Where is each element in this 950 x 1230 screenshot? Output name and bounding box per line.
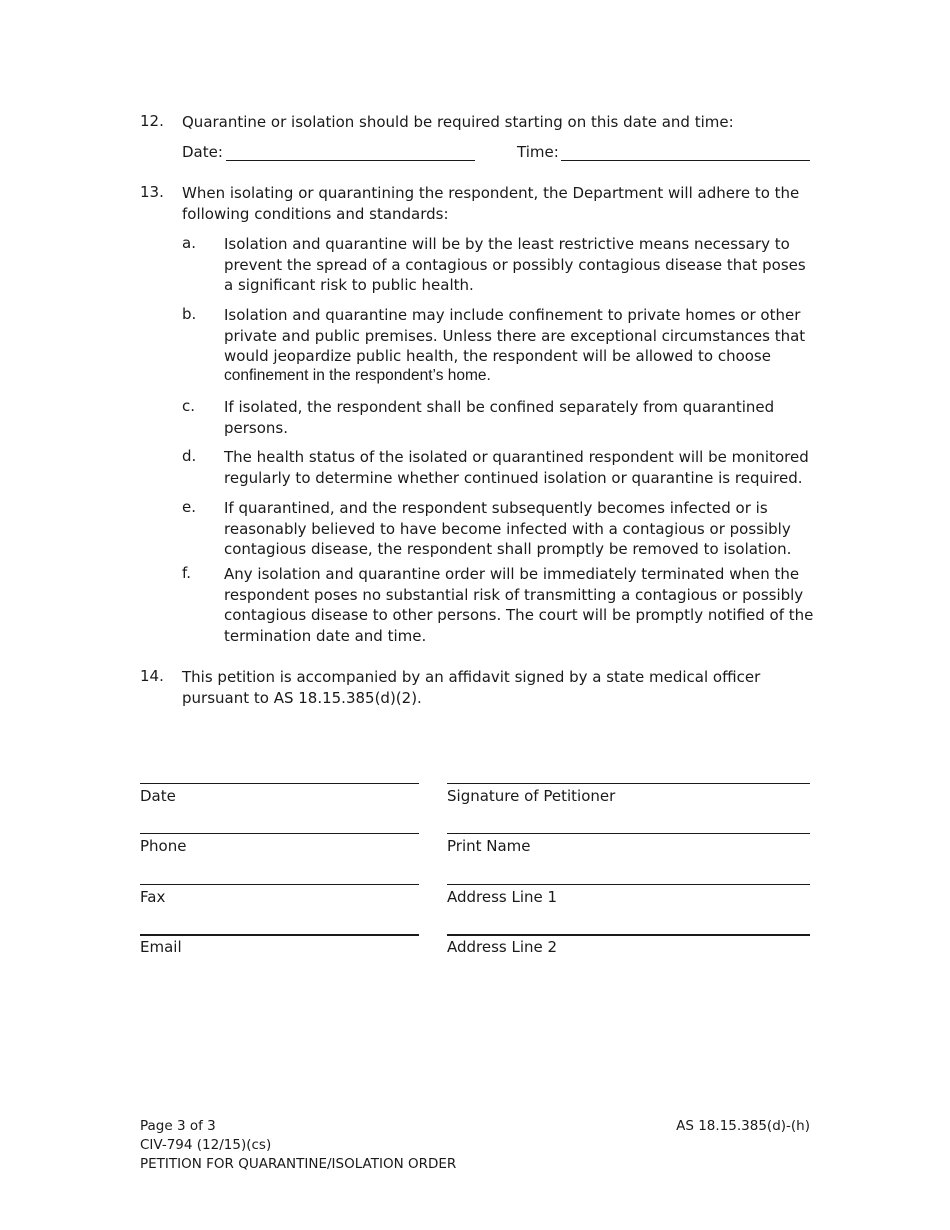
date-signature-line[interactable] (140, 783, 419, 784)
item-12-text: Quarantine or isolation should be required starting on this date and time: (182, 113, 734, 131)
footer-page-number: Page 3 of 3 (140, 1118, 216, 1134)
subitem-b-text-tail: confinement in the respondent’s home. (224, 367, 491, 384)
print-name-line[interactable] (447, 833, 810, 834)
sig-label-date: Date (140, 787, 176, 805)
subitem-f-letter: f. (182, 564, 191, 582)
item-14-number: 14. (140, 667, 164, 685)
subitem-b-text: Isolation and quarantine may include confinement to private homes or other private and public premises. Unless there are exceptional circumstances that would jeopardize public health, the respondent will be allowed to choose (224, 306, 806, 365)
subitem-a-letter: a. (182, 234, 196, 252)
item-13-number: 13. (140, 183, 164, 201)
fax-line[interactable] (140, 884, 419, 885)
date-input-line[interactable] (226, 160, 475, 161)
footer-statute: AS 18.15.385(d)-(h) (676, 1118, 810, 1134)
subitem-e-letter: e. (182, 498, 196, 516)
sig-label-address-2: Address Line 2 (447, 938, 558, 956)
item-12-number: 12. (140, 112, 164, 130)
subitem-b-letter: b. (182, 305, 197, 323)
date-label: Date: (182, 143, 223, 161)
subitem-c-text: If isolated, the respondent shall be confined separately from quarantined persons. (224, 398, 775, 437)
sig-label-fax: Fax (140, 888, 166, 906)
subitem-f-text: Any isolation and quarantine order will be immediately terminated when the respondent poses no substantial risk of transmitting a contagious or possibly contagious disease to other persons. The court will be promptly notified of the termination date and time. (224, 565, 814, 645)
subitem-a-text: Isolation and quarantine will be by the least restrictive means necessary to prevent the spread of a contagious or possibly contagious disease that poses a significant risk to public health. (224, 235, 806, 294)
time-label: Time: (517, 143, 559, 161)
footer-form-title: PETITION FOR QUARANTINE/ISOLATION ORDER (140, 1156, 457, 1172)
address-line-2-line[interactable] (447, 934, 810, 936)
subitem-d-letter: d. (182, 447, 197, 465)
item-13-text: When isolating or quarantining the respondent, the Department will adhere to the following conditions and standards: (182, 184, 800, 223)
sig-label-phone: Phone (140, 837, 187, 855)
item-14-text: This petition is accompanied by an affidavit signed by a state medical officer pursuant to AS 18.15.385(d)(2). (182, 668, 761, 707)
subitem-e-text: If quarantined, and the respondent subsequently becomes infected or is reasonably believed to have become infected with a contagious or possibly contagious disease, the respondent shall promptly be removed to isolation. (224, 499, 792, 558)
sig-label-signature: Signature of Petitioner (447, 787, 616, 805)
subitem-d-text: The health status of the isolated or quarantined respondent will be monitored regularly to determine whether continued isolation or quarantine is required. (224, 448, 809, 487)
time-input-line[interactable] (561, 160, 810, 161)
sig-label-address-1: Address Line 1 (447, 888, 558, 906)
address-line-1-line[interactable] (447, 884, 810, 885)
subitem-c-letter: c. (182, 397, 196, 415)
email-line[interactable] (140, 934, 419, 936)
petitioner-signature-line[interactable] (447, 783, 810, 784)
phone-line[interactable] (140, 833, 419, 834)
footer-form-id: CIV-794 (12/15)(cs) (140, 1137, 272, 1153)
sig-label-email: Email (140, 938, 182, 956)
sig-label-print-name: Print Name (447, 837, 531, 855)
